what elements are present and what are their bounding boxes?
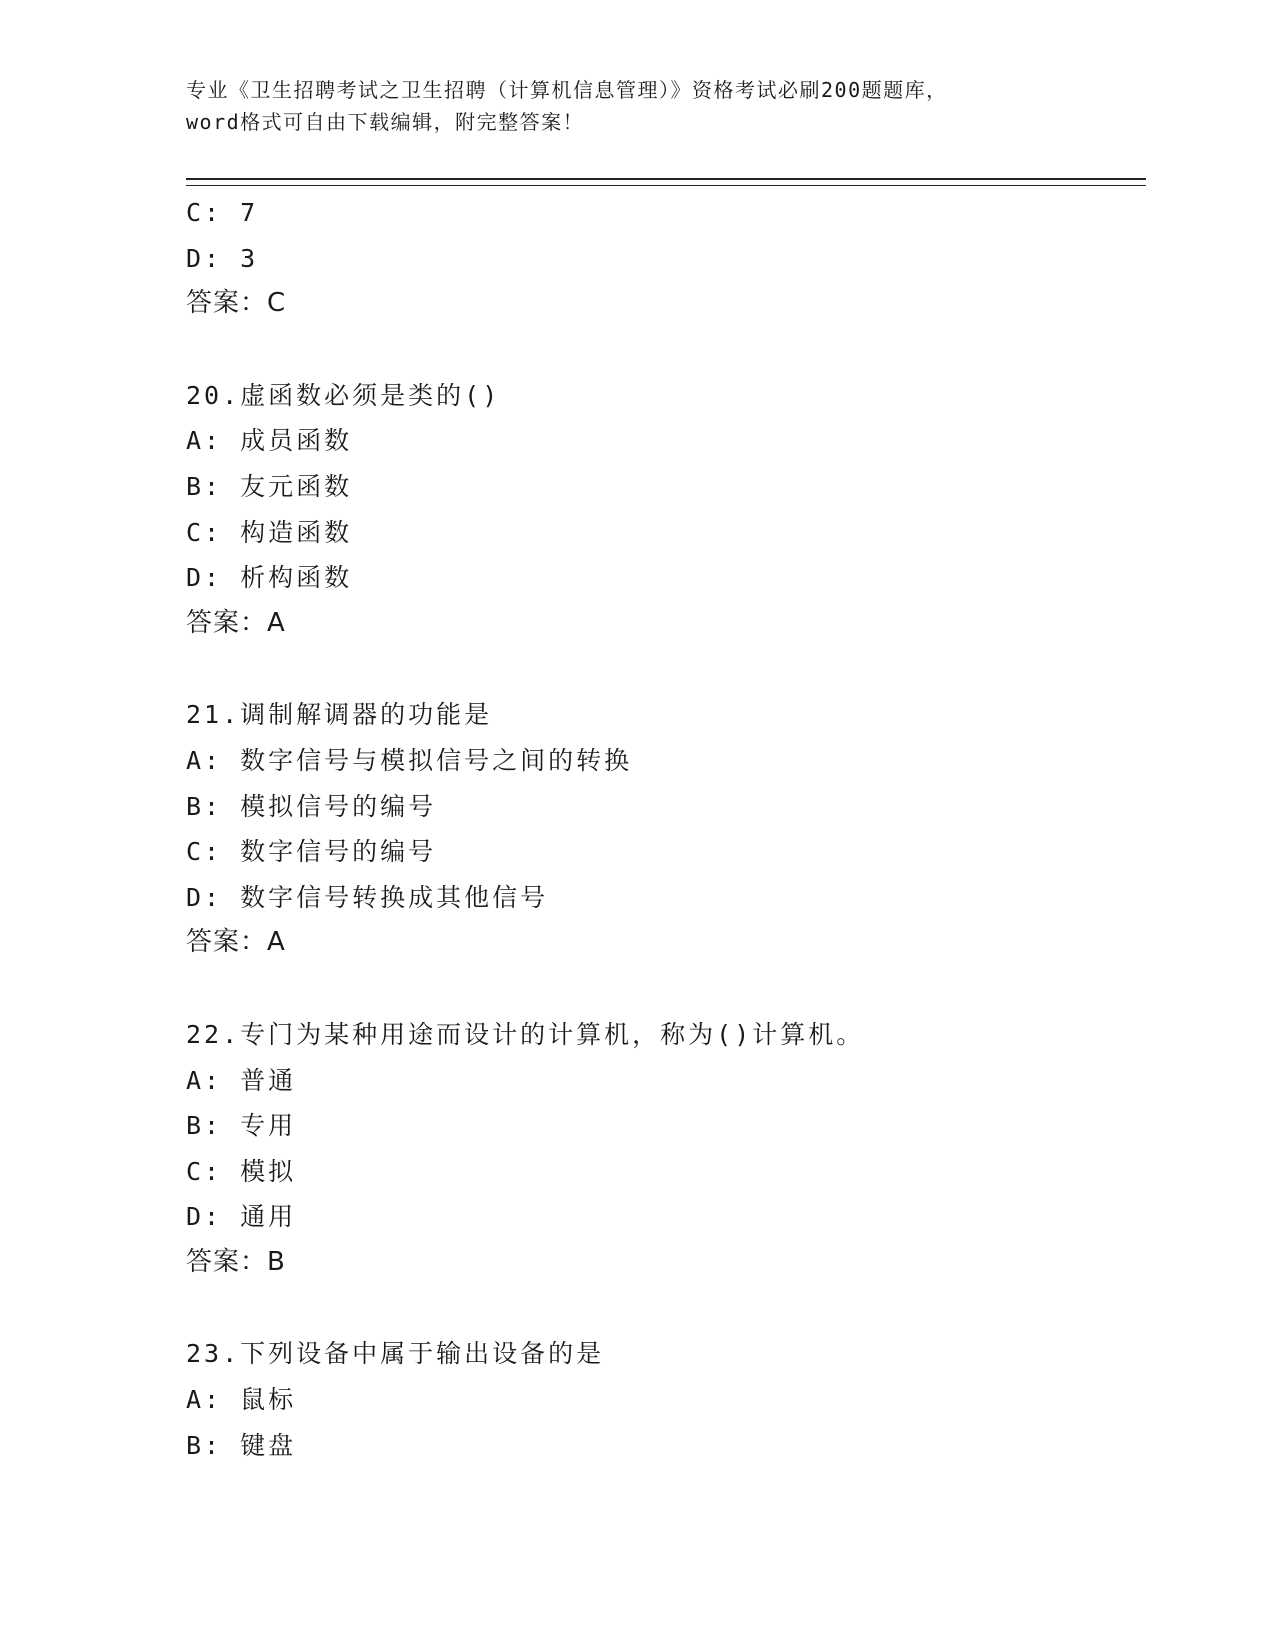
option-b: B: 友元函数: [186, 471, 353, 501]
spacer: [186, 1285, 1146, 1331]
question-title: 22.专门为某种用途而设计的计算机，称为()计算机。: [186, 1019, 865, 1049]
question-23: [186, 1331, 1146, 1468]
option-b: B: 键盘: [186, 1430, 297, 1460]
option-d: D: 3: [186, 243, 259, 273]
answer-line: 答案：C: [186, 288, 287, 319]
option-d: D: 通用: [186, 1202, 297, 1232]
question-list: [186, 190, 1146, 1468]
option-c: C: 构造函数: [186, 517, 353, 547]
question-22: [186, 1012, 1146, 1286]
option-b: B: 模拟信号的编号: [186, 791, 437, 821]
option-d: D: 析构函数: [186, 563, 353, 593]
question-21: [186, 692, 1146, 966]
page-header: [186, 74, 1086, 138]
spacer: [186, 327, 1146, 373]
spacer: [186, 646, 1146, 692]
question-title: 20.虚函数必须是类的(): [186, 380, 501, 410]
question-19-continued: [186, 190, 1146, 327]
answer-line: 答案：A: [186, 607, 286, 638]
header-divider: [186, 178, 1146, 186]
option-c: C: 7: [186, 198, 259, 227]
option-c: C: 数字信号的编号: [186, 837, 437, 867]
question-20: [186, 373, 1146, 647]
question-title: 23.下列设备中属于输出设备的是: [186, 1339, 605, 1369]
answer-line: 答案：B: [186, 1246, 286, 1277]
question-title: 21.调制解调器的功能是: [186, 700, 493, 730]
answer-line: 答案：A: [186, 927, 286, 958]
option-c: C: 模拟: [186, 1156, 297, 1186]
option-a: A: 鼠标: [186, 1385, 297, 1415]
spacer: [186, 966, 1146, 1012]
option-d: D: 数字信号转换成其他信号: [186, 882, 549, 912]
option-a: A: 数字信号与模拟信号之间的转换: [186, 745, 633, 775]
option-a: A: 普通: [186, 1065, 297, 1095]
header-line-1: 专业《卫生招聘考试之卫生招聘（计算机信息管理）》资格考试必刷200题题库，: [186, 78, 948, 102]
option-b: B: 专用: [186, 1111, 297, 1141]
option-a: A: 成员函数: [186, 426, 353, 456]
header-line-2: word格式可自由下载编辑，附完整答案！: [186, 110, 585, 134]
